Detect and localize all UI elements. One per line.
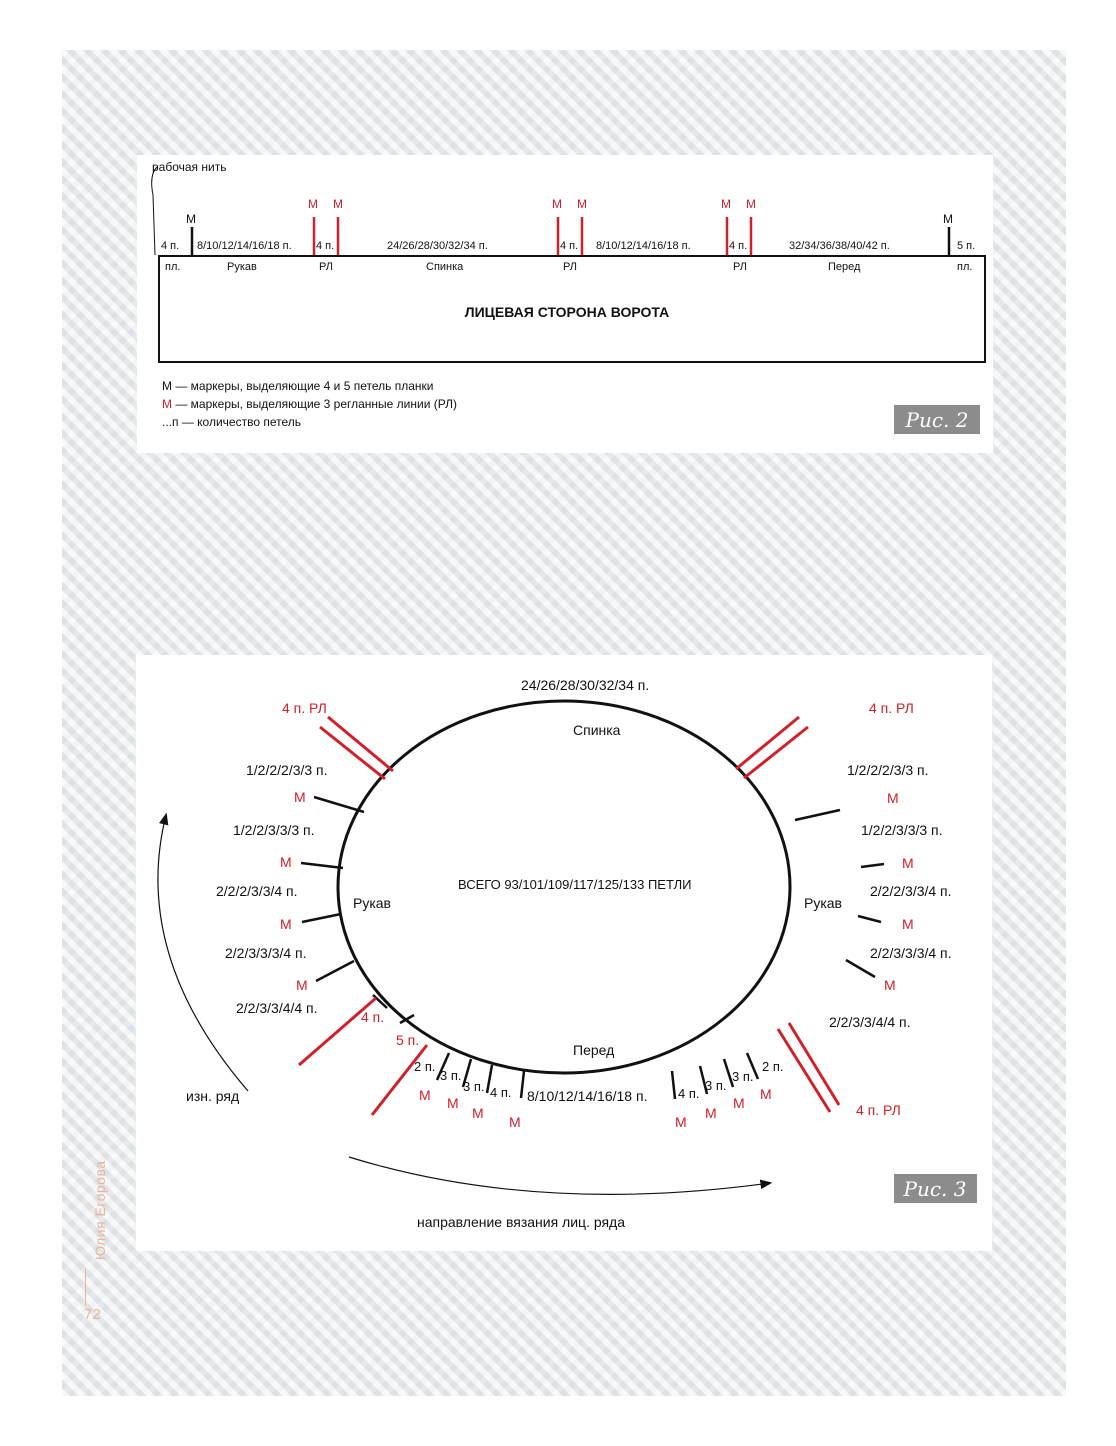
marker-label-red: М (419, 1087, 431, 1103)
marker-label-red: М (294, 789, 306, 805)
legend-line-2: М — маркеры, выделяющие 3 регланные линии (РЛ) (162, 397, 457, 411)
marker-tick (521, 1071, 524, 1098)
small-count: 3 п. (463, 1079, 485, 1094)
marker-tick (861, 864, 884, 867)
wrong-row-label: изн. ряд (186, 1088, 240, 1104)
count-label: 4 п. (161, 240, 180, 252)
small-count: 4 п. (490, 1085, 512, 1100)
collar-box-title: ЛИЦЕВАЯ СТОРОНА ВОРОТА (464, 304, 670, 320)
left-count: 1/2/2/3/3/3 п. (233, 822, 315, 838)
section-label: Перед (828, 261, 861, 273)
marker-tick (858, 916, 881, 922)
marker-tick (672, 1071, 675, 1099)
small-count: 4 п. (678, 1086, 700, 1101)
count-label: 8/10/12/14/16/18 п. (596, 240, 691, 252)
figure-3-panel (136, 655, 992, 1251)
marker-label-red: М (721, 197, 731, 211)
raglan-label: 4 п. РЛ (282, 700, 327, 716)
top-count: 24/26/28/30/32/34 п. (521, 677, 650, 693)
marker-label-red: М (675, 1114, 687, 1130)
figure-2-diagram (137, 155, 993, 453)
raglan-line (789, 1023, 839, 1105)
marker-label-red: М (280, 916, 292, 932)
marker-label-red: М (577, 197, 587, 211)
marker-tick (314, 797, 364, 812)
raglan-line (320, 727, 385, 779)
marker-label-red: М (308, 197, 318, 211)
author-divider (85, 1268, 86, 1306)
small-count: 2 п. (762, 1059, 784, 1074)
direction-label: направление вязания лиц. ряда (417, 1214, 626, 1230)
front-count: 8/10/12/14/16/18 п. (527, 1088, 648, 1104)
count-label: 32/34/36/38/40/42 п. (789, 240, 890, 252)
right-count: 2/2/2/3/3/4 п. (870, 883, 952, 899)
figure-3-badge: Рис. 3 (903, 1177, 967, 1201)
section-label: Спинка (426, 261, 464, 273)
small-count: 3 п. (732, 1069, 754, 1084)
marker-label-red: М (733, 1095, 745, 1111)
raglan-label: 4 п. РЛ (856, 1102, 901, 1118)
section-label: РЛ (319, 261, 333, 273)
legend-line-1: М — маркеры, выделяющие 4 и 5 петель планки (162, 379, 434, 393)
section-label: Рукав (227, 261, 257, 273)
center-total: ВСЕГО 93/101/109/117/125/133 ПЕТЛИ (458, 877, 692, 892)
marker-tick (795, 810, 840, 820)
working-thread-label: рабочая нить (152, 160, 227, 174)
small-count: 3 п. (440, 1068, 462, 1083)
marker-label-red: М (552, 197, 562, 211)
small-count: 2 п. (414, 1059, 436, 1074)
section-label: РЛ (563, 261, 577, 273)
right-count: 1/2/2/2/3/3 п. (847, 762, 929, 778)
back-label: Спинка (573, 722, 621, 738)
left-count: 2/2/3/3/3/4 п. (225, 945, 307, 961)
right-count: 1/2/2/3/3/3 п. (861, 822, 943, 838)
right-count: 2/2/3/3/3/4 п. (870, 945, 952, 961)
count-label: 24/26/28/30/32/34 п. (387, 240, 488, 252)
sleeve-left-label: Рукав (353, 895, 391, 911)
marker-tick (846, 960, 875, 977)
figure-2-panel (137, 155, 993, 453)
right-count: 2/2/3/3/4/4 п. (829, 1014, 911, 1030)
marker-label-red: М (760, 1086, 772, 1102)
marker-label-red: М (884, 977, 896, 993)
placket-label: 5 п. (396, 1032, 420, 1048)
left-count: 2/2/2/3/3/4 п. (216, 883, 298, 899)
count-label: 4 п. (316, 240, 335, 252)
marker-label-red: М (280, 854, 292, 870)
count-label: 8/10/12/14/16/18 п. (197, 240, 292, 252)
raglan-line (328, 717, 393, 771)
marker-tick (316, 961, 354, 981)
marker-label: М (186, 212, 196, 226)
legend-line-3: ...п — количество петель (162, 415, 302, 429)
front-label: Перед (573, 1042, 615, 1058)
marker-tick (301, 863, 343, 868)
small-count: 3 п. (705, 1078, 727, 1093)
marker-tick (302, 914, 341, 922)
marker-label-red: М (509, 1114, 521, 1130)
left-count: 2/2/3/3/4/4 п. (236, 1000, 318, 1016)
raglan-line (778, 1029, 830, 1112)
marker-label-red: М (705, 1105, 717, 1121)
figure-3-diagram (136, 655, 992, 1251)
marker-label-red: М (447, 1095, 459, 1111)
marker-label: М (943, 212, 953, 226)
working-thread-line (152, 167, 157, 255)
count-label: 4 п. (560, 240, 579, 252)
marker-label-red: М (746, 197, 756, 211)
section-label: пл. (165, 261, 181, 273)
placket-label: 4 п. (361, 1009, 385, 1025)
marker-label-red: М (887, 790, 899, 806)
marker-label-red: М (472, 1105, 484, 1121)
marker-label-red: М (902, 916, 914, 932)
count-label: 5 п. (957, 240, 976, 252)
figure-2-badge: Рис. 2 (905, 408, 969, 432)
raglan-label: 4 п. РЛ (869, 700, 914, 716)
marker-label-red: М (902, 855, 914, 871)
page-number: 72 (84, 1306, 101, 1323)
section-label: пл. (957, 261, 973, 273)
left-count: 1/2/2/2/3/3 п. (246, 762, 328, 778)
marker-label-red: М (333, 197, 343, 211)
marker-label-red: М (296, 977, 308, 993)
direction-arrow (349, 1157, 770, 1194)
count-label: 4 п. (729, 240, 748, 252)
author-name: Юлия Егорова (92, 1160, 108, 1260)
sleeve-right-label: Рукав (804, 895, 842, 911)
placket-line (372, 1045, 427, 1115)
section-label: РЛ (733, 261, 747, 273)
